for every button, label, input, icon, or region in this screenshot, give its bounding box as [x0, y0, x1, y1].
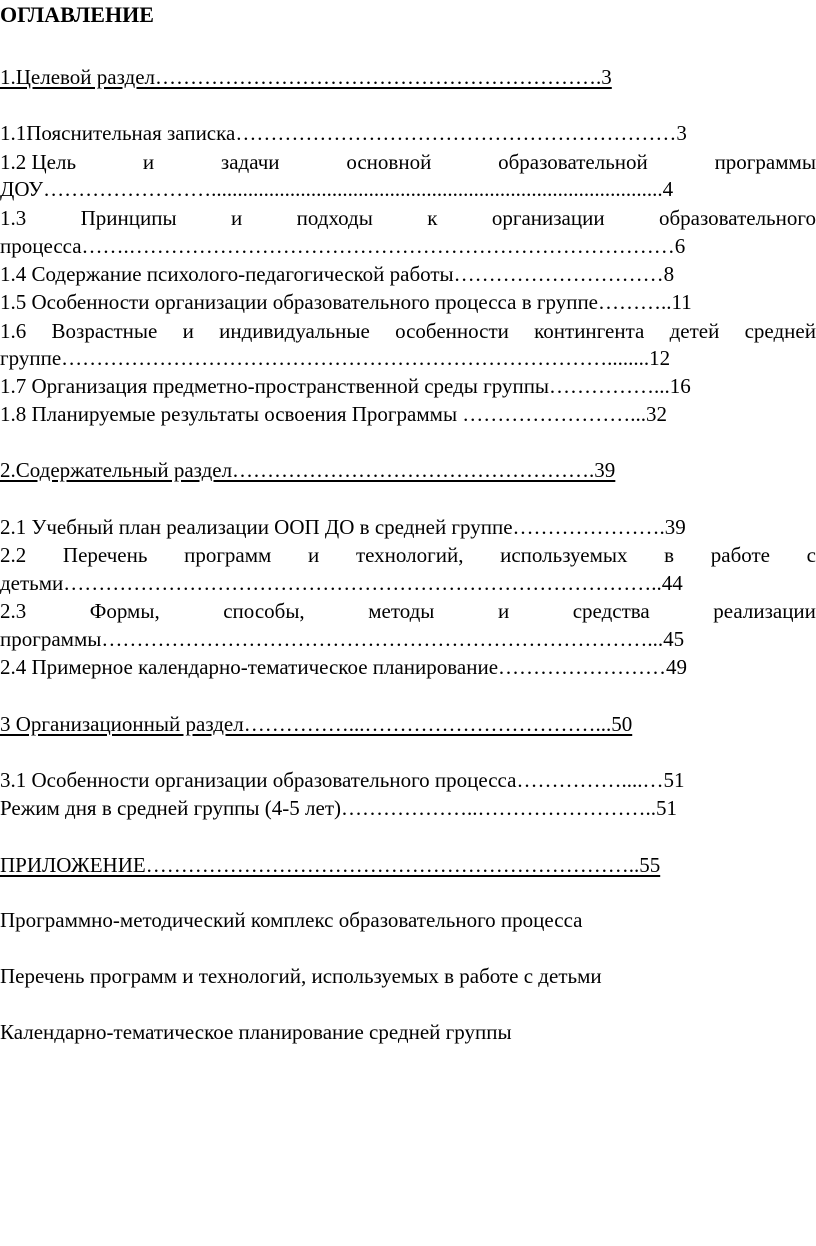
toc-word: подходы: [296, 206, 373, 230]
toc-word: средства: [572, 599, 650, 623]
toc-word: технологий,: [355, 543, 464, 567]
toc-item-1-2-line1: [0, 149, 816, 175]
toc-word: в: [664, 543, 675, 567]
toc-item-1-5: 1.5 Особенности организации образовательного процесса в группе………..11: [0, 290, 692, 314]
toc-word: и: [308, 543, 320, 567]
toc-item-regime: Режим дня в средней группы (4-5 лет)………………..……………………..51: [0, 796, 677, 820]
toc-item-2-1: 2.1 Учебный план реализации ООП ДО в средней группе………………….39: [0, 515, 686, 539]
toc-word: индивидуальные: [219, 319, 370, 343]
toc-item-1-3-line1: [0, 205, 816, 231]
toc-item-2-2-line1: [0, 542, 816, 568]
toc-word: Перечень: [62, 543, 148, 567]
toc-word: и: [231, 206, 243, 230]
toc-word: Возрастные: [51, 319, 158, 343]
toc-word: программ: [184, 543, 272, 567]
toc-word: 2.2: [0, 543, 27, 567]
toc-item-3-1: 3.1 Особенности организации образовательного процесса……………....…51: [0, 768, 685, 792]
toc-word: используемых: [500, 543, 628, 567]
section-2-heading: 2.Содержательный раздел…………………………………………….39: [0, 458, 616, 482]
toc-item-2-2-line2: детьми…………………………………………………………………………..44: [0, 571, 683, 595]
toc-word: 1.3: [0, 206, 27, 230]
toc-word: образовательного: [658, 206, 816, 230]
toc-item-1-6-line1: [0, 318, 816, 344]
section-1-heading: 1.Целевой раздел……………………………………………………….3: [0, 65, 612, 89]
section-3-heading: 3 Организационный раздел……………...……………………………...50: [0, 712, 633, 736]
toc-word: 1.2 Цель: [0, 150, 77, 174]
toc-word: задачи: [220, 150, 280, 174]
toc-word: работе: [710, 543, 770, 567]
toc-item-1-6-line2: группе……………………………………………………………………........12: [0, 346, 671, 370]
toc-word: и: [497, 599, 510, 623]
appendix-item: Календарно-тематическое планирование средней группы: [0, 1020, 512, 1044]
appendix-item: Перечень программ и технологий, используемых в работе с детьми: [0, 964, 602, 988]
toc-item-1-7: 1.7 Организация предметно-пространственной среды группы……………...16: [0, 374, 691, 398]
toc-word: 2.3: [0, 599, 27, 623]
toc-word: и: [182, 319, 194, 343]
toc-word: программы: [714, 150, 816, 174]
toc-item-1-1: 1.1Пояснительная записка………………………………………………………3: [0, 121, 687, 145]
toc-word: Формы,: [89, 599, 160, 623]
toc-title: ОГЛАВЛЕНИЕ: [0, 2, 154, 27]
toc-item-2-4: 2.4 Примерное календарно-тематическое планирование……………………49: [0, 655, 688, 679]
appendix-heading: ПРИЛОЖЕНИЕ……………………………………………………………..55: [0, 853, 661, 877]
toc-word: методы: [368, 599, 435, 623]
toc-word: реализации: [713, 599, 816, 623]
toc-word: способы,: [223, 599, 305, 623]
toc-word: основной: [346, 150, 432, 174]
toc-word: средней: [744, 319, 816, 343]
toc-item-1-4: 1.4 Содержание психолого-педагогической работы…………………………8: [0, 262, 675, 286]
toc-word: Принципы: [80, 206, 177, 230]
toc-word: 1.6: [0, 319, 27, 343]
toc-word: с: [806, 543, 816, 567]
toc-word: контингента: [534, 319, 645, 343]
toc-item-1-2-line2: ДОУ……………………......................................................................................4: [0, 177, 674, 201]
toc-word: особенности: [395, 319, 509, 343]
toc-item-1-8: 1.8 Планируемые результаты освоения Программы ……………………...32: [0, 402, 668, 426]
toc-word: к: [427, 206, 438, 230]
toc-word: детей: [669, 319, 720, 343]
toc-item-2-3-line2: программы……………………………………………………………………...45: [0, 627, 685, 651]
toc-word: организации: [491, 206, 605, 230]
toc-item-1-3-line2: процесса…….……………………………………………………………………6: [0, 234, 686, 258]
toc-word: образовательной: [498, 150, 648, 174]
appendix-item: Программно-методический комплекс образовательного процесса: [0, 908, 583, 932]
toc-item-2-3-line1: [0, 598, 816, 624]
toc-word: и: [142, 150, 155, 174]
